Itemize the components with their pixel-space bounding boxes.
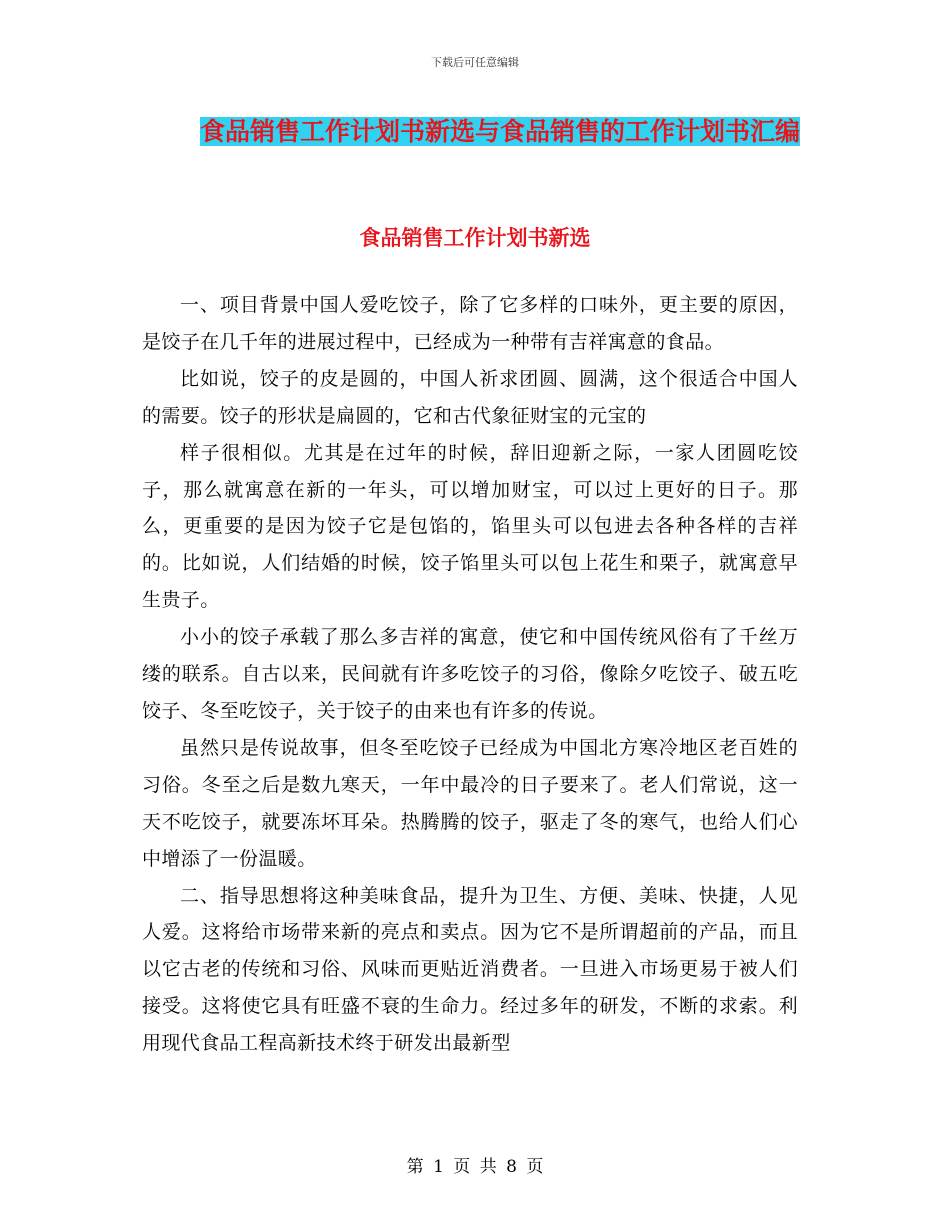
paragraph: 样子很相似。尤其是在过年的时候，辞旧迎新之际，一家人团圆吃饺子，那么就寓意在新的一年头，可以增加财宝，可以过上更好的日子。那么，更重要的是因为饺子它是包馅的，馅里头可以包进去各种各样的吉祥的。比如说，人们结婚的时候，饺子馅里头可以包上花生和栗子，就寓意早生贵子。 (142, 441, 798, 612)
paragraph: 一、项目背景中国人爱吃饺子，除了它多样的口味外，更主要的原因，是饺子在几千年的进展过程中，已经成为一种带有吉祥寓意的食品。 (142, 294, 798, 353)
body-text (142, 287, 798, 1062)
paragraph: 比如说，饺子的皮是圆的，中国人祈求团圆、圆满，这个很适合中国人的需要。饺子的形状是扁圆的，它和古代象征财宝的元宝的 (142, 367, 798, 427)
paragraph: 二、指导思想将这种美味食品，提升为卫生、方便、美味、快捷，人见人爱。这将给市场带来新的亮点和卖点。因为它不是所谓超前的产品，而且以它古老的传统和习俗、风味而更贴近消费者。一旦进入市场更易于被人们接受。这将使它具有旺盛不衰的生命力。经过多年的研发，不断的求索。利用现代食品工程高新技术终于研发出最新型 (142, 884, 798, 1055)
paragraph: 小小的饺子承载了那么多吉祥的寓意，使它和中国传统风俗有了千丝万缕的联系。自古以来，民间就有许多吃饺子的习俗，像除夕吃饺子、破五吃饺子、冬至吃饺子，关于饺子的由来也有许多的传说。 (142, 626, 798, 722)
header-note: 下载后可任意编辑 (431, 56, 519, 69)
section-title: 食品销售工作计划书新选 (359, 225, 591, 250)
paragraph: 虽然只是传说故事，但冬至吃饺子已经成为中国北方寒冷地区老百姓的习俗。冬至之后是数九寒天，一年中最冷的日子要来了。老人们常说，这一天不吃饺子，就要冻坏耳朵。热腾腾的饺子，驱走了冬的寒气，也给人们心中增添了一份温暖。 (142, 736, 798, 870)
document-title-highlight: 食品销售工作计划书新选与食品销售的工作计划书汇编 (199, 117, 800, 146)
document-title (180, 108, 820, 156)
page-number: 第 1 页 共 8 页 (406, 1157, 544, 1177)
